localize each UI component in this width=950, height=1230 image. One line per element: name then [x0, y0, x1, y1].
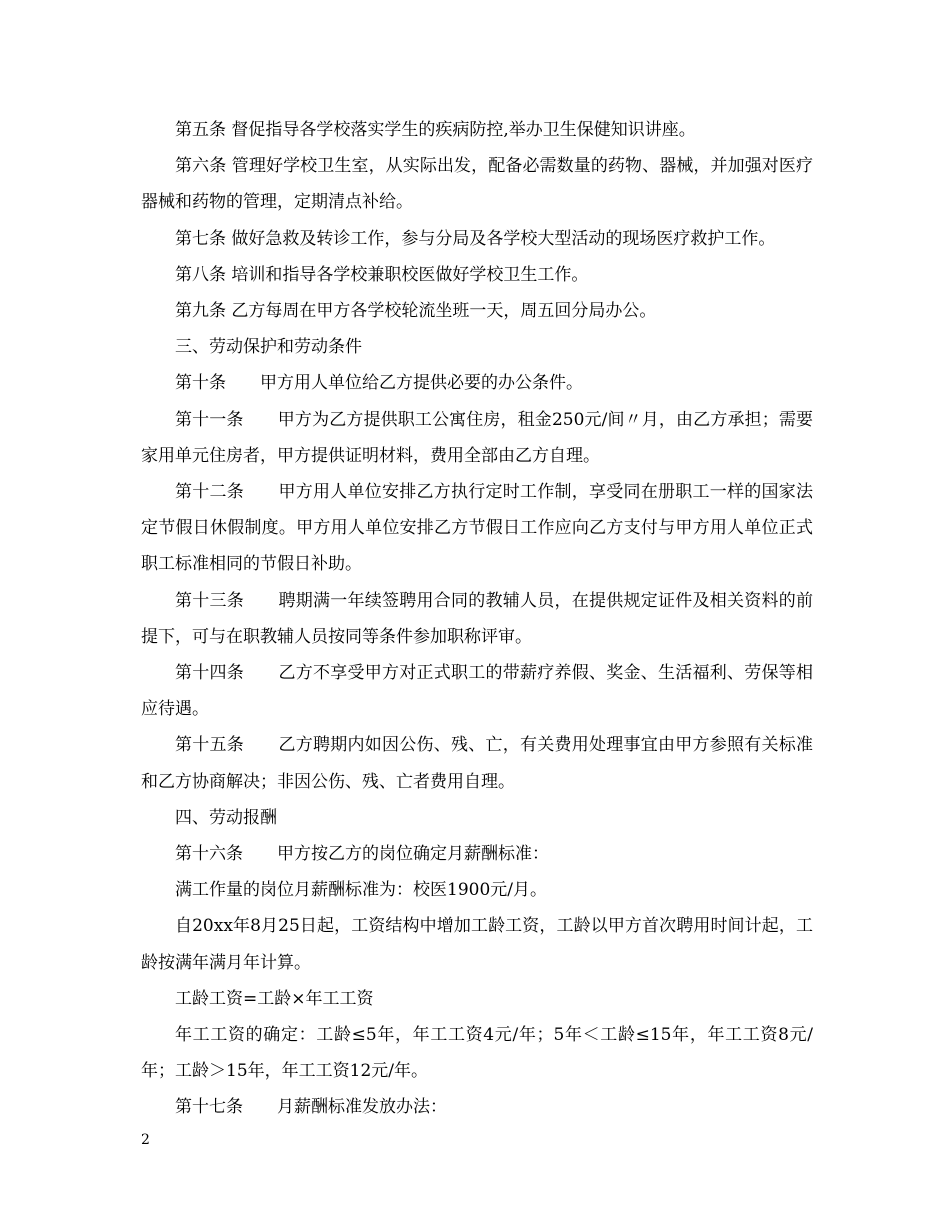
article-9: 第九条 乙方每周在甲方各学校轮流坐班一天，周五回分局办公。	[175, 301, 657, 322]
article-8: 第八条 培训和指导各学校兼职校医做好学校卫生工作。	[175, 264, 589, 285]
article-10: 第十条 甲方用人单位给乙方提供必要的办公条件。	[175, 373, 583, 394]
article-14: 第十四条 乙方不享受甲方对正式职工的带薪疗养假、奖金、生活福利、劳保等相应待遇。	[141, 663, 813, 720]
article-17: 第十七条 月薪酬标准发放办法：	[175, 1097, 447, 1118]
seniority-pay-start: 自20xx年8月25日起，工资结构中增加工龄工资，工龄以甲方首次聘用时间计起，工龄按满年满月年计算。	[141, 916, 813, 973]
article-16: 第十六条 甲方按乙方的岗位确定月薪酬标准：	[175, 844, 549, 865]
section-heading-3: 三、劳动保护和劳动条件	[175, 337, 362, 358]
article-12: 第十二条 甲方用人单位安排乙方执行定时工作制，享受同在册职工一样的国家法定节假日休假制度。甲方用人单位安排乙方节假日工作应向乙方支付与甲方用人单位正式职工标准相同的节假日补助。	[141, 482, 813, 575]
article-6: 第六条 管理好学校卫生室，从实际出发，配备必需数量的药物、器械，并加强对医疗器械和药物的管理，定期清点补给。	[141, 156, 813, 213]
page-number: 2	[141, 1132, 150, 1148]
article-5: 第五条 督促指导各学校落实学生的疾病防控,举办卫生保健知识讲座。	[175, 120, 696, 140]
article-7: 第七条 做好急救及转诊工作，参与分局及各学校大型活动的现场医疗救护工作。	[175, 228, 776, 249]
seniority-pay-rates: 年工工资的确定：工龄≤5年，年工工资4元/年；5年＜工龄≤15年，年工工资8元/年；工龄＞15年，年工工资12元/年。	[141, 1025, 813, 1082]
article-11: 第十一条 甲方为乙方提供职工公寓住房，租金250元/间〃月，由乙方承担；需要家用单元住房者，甲方提供证明材料，费用全部由乙方自理。	[141, 409, 813, 466]
article-13: 第十三条 聘期满一年续签聘用合同的教辅人员，在提供规定证件及相关资料的前提下，可与在职教辅人员按同等条件参加职称评审。	[141, 590, 813, 647]
seniority-pay-formula: 工龄工资=工龄×年工工资	[175, 988, 374, 1009]
salary-standard: 满工作量的岗位月薪酬标准为：校医1900元/月。	[175, 880, 547, 901]
section-heading-4: 四、劳动报酬	[175, 807, 277, 828]
document-body	[141, 112, 813, 1126]
article-15: 第十五条 乙方聘期内如因公伤、残、亡，有关费用处理事宜由甲方参照有关标准和乙方协商解决；非因公伤、残、亡者费用自理。	[141, 735, 813, 792]
